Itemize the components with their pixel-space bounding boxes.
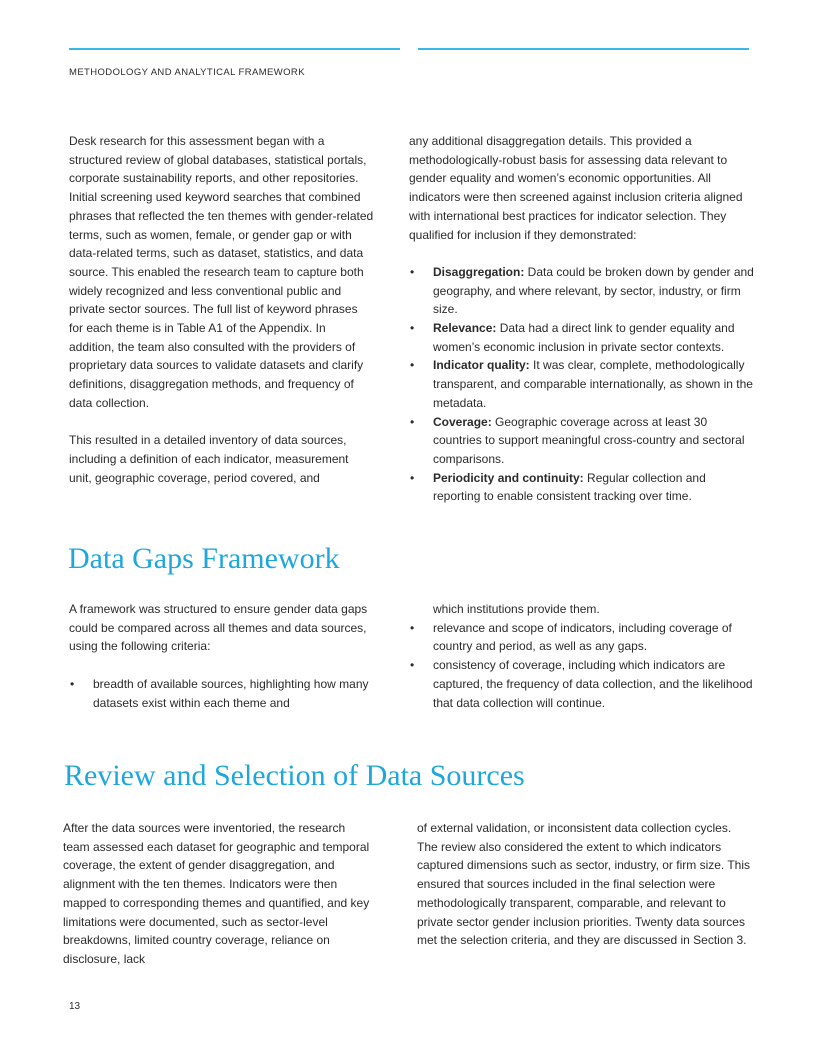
header-rule-right (418, 48, 749, 50)
criteria-disaggregation: • Disaggregation: Data could be broken down by gender and geography, and where relevant, by sector, industry, or firm size. (409, 263, 754, 319)
framework-criteria-list (69, 675, 369, 712)
header-rule-left (69, 48, 400, 50)
intro-right-column (409, 132, 754, 506)
page-number: 13 (69, 1001, 81, 1012)
running-head: METHODOLOGY AND ANALYTICAL FRAMEWORK (69, 67, 305, 78)
review-left-column (63, 819, 373, 969)
framework-right-column (409, 600, 754, 712)
framework-criteria-consistency: • consistency of coverage, including which indicators are captured, the frequency of data collection, and the likelihood that data collection will continue. (409, 656, 754, 712)
review-right-column (417, 819, 752, 950)
intro-paragraph-2: This resulted in a detailed inventory of data sources, including a definition of each indicator, measurement unit, geographic coverage, period covered, and (69, 433, 349, 485)
criteria-periodicity: • Periodicity and continuity: Regular collection and reporting to enable consistent tracking over time. (409, 469, 754, 506)
intro-paragraph-3: any additional disaggregation details. This provided a methodologically-robust basis for assessing data relevant to gender equality and women’s economic opportunities. All indicators were then screened against inclusion criteria aligned with international best practices for indicator selection. They qualified for inclusion if they demonstrated: (409, 134, 743, 242)
section-title-review-selection: Review and Selection of Data Sources (64, 759, 525, 792)
intro-left-column (69, 132, 374, 487)
criteria-indicator-quality: • Indicator quality: It was clear, complete, methodologically transparent, and comparable internationally, as shown in the metadata. (409, 356, 754, 412)
criteria-coverage: • Coverage: Geographic coverage across at least 30 countries to support meaningful cross-country and sectoral comparisons. (409, 413, 754, 469)
framework-criteria-continuation: which institutions provide them. (433, 602, 600, 616)
framework-criteria-breadth: • breadth of available sources, highlighting how many datasets exist within each theme and (69, 675, 369, 712)
intro-paragraph-1: Desk research for this assessment began with a structured review of global databases, statistical portals, corporate sustainability reports, and other repositories. Initial screening used keyword searches that combined phrases that reflected the ten themes with gender-related terms, such as women, female, or gender gap or with data-related terms, such as dataset, statistics, and data source. This enabled the research team to capture both widely recognized and less conventional public and private sector sources. The full list of keyword phrases for each theme is in Table A1 of the Appendix. In addition, the team also consulted with the providers of proprietary data sources to validate datasets and clarify definitions, disaggregation methods, and frequency of data collection. (69, 134, 374, 410)
inclusion-criteria-list (409, 263, 754, 506)
framework-left-column (69, 600, 369, 712)
framework-paragraph: A framework was structured to ensure gender data gaps could be compared across all themes and data sources, using the following criteria: (69, 602, 368, 654)
review-paragraph-1: After the data sources were inventoried, the research team assessed each dataset for geographic and temporal coverage, the extent of gender disaggregation, and alignment with the ten themes. Indicators were then mapped to corresponding themes and quantified, and key limitations were documented, such as sector-level breakdowns, limited country coverage, reliance on disclosure, lack (63, 821, 370, 966)
criteria-relevance: • Relevance: Data had a direct link to gender equality and women’s economic inclusion in private sector contexts. (409, 319, 754, 356)
framework-criteria-relevance: • relevance and scope of indicators, including coverage of country and period, as well as any gaps. (409, 619, 754, 656)
framework-criteria-list-cont (409, 619, 754, 713)
review-paragraph-2: of external validation, or inconsistent data collection cycles. The review also considered the extent to which indicators captured dimensions such as sector, industry, or firm size. This ensured that sources included in the final selection were methodologically transparent, comparable, and relevant to private sector gender inclusion priorities. Twenty data sources met the selection criteria, and they are discussed in Section 3. (417, 821, 751, 948)
section-title-data-gaps-framework: Data Gaps Framework (68, 542, 340, 575)
